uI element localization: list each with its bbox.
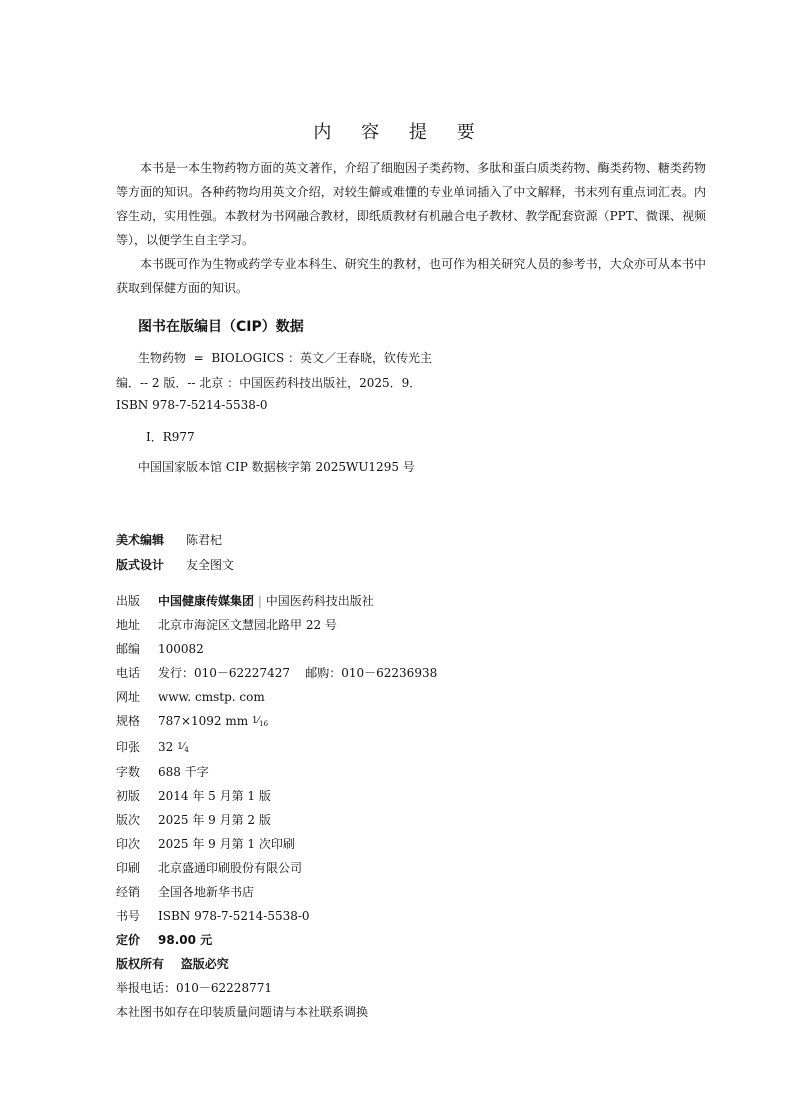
credit-value: 陈君杞 [186,533,223,547]
info-label: 邮编 [116,642,141,656]
info-value: 发行：010－62227427 邮购：010－62236938 [158,666,438,680]
info-row-edition [116,811,271,828]
info-label: 书号 [116,909,141,923]
info-value: www. cmstp. com [158,690,265,704]
info-row-spec [116,712,268,729]
info-row-address [116,616,337,633]
fraction-numerator: 1 [251,716,258,726]
info-label: 印张 [116,740,141,754]
info-label: 字数 [116,765,141,779]
fraction-denominator: 16 [259,719,269,728]
info-row-postcode [116,640,204,657]
report-phone: 举报电话：010－62228771 [116,981,272,995]
quality-notice: 本社图书如存在印装质量问题请与本社联系调换 [116,1005,369,1019]
summary-paragraph: 本书是一本生物药物方面的英文著作，介绍了细胞因子类药物、多肽和蛋白质类药物、酶类药物、糖类药物等方面的知识。各种药物均用英文介绍，对较生僻或难懂的专业单词插入了中文解释，书末列有重点词汇表。内容生动，实用性强。本教材为书网融合教材，即纸质教材有机融合电子教材、教学配套资源（PPT、微课、视频等），以便学生自主学习。 [116,161,706,247]
info-label: 出版 [116,594,141,608]
info-value: 688 千字 [158,765,209,779]
info-row-price [116,931,212,948]
credit-row [116,531,222,548]
info-value: 787×1092 mm [158,714,249,728]
rights-notice: 版权所有 盗版必究 [116,957,229,971]
info-value: 2025 年 9 月第 1 次印刷 [158,837,295,851]
info-row-printer [116,859,302,876]
summary-paragraph: 本书既可作为生物或药学专业本科生、研究生的教材，也可作为相关研究人员的参考书，大众亦可从本书中获取到保健方面的知识。 [116,257,706,295]
info-value: 2014 年 5 月第 1 版 [158,789,271,803]
credit-value: 友全图文 [186,558,235,572]
cip-line: 编．-- 2 版．-- 北京 ：中国医药科技出版社，2025．9． [116,376,422,390]
cip-line: 中国国家版本馆 CIP 数据核字第 2025WU1295 号 [138,460,415,474]
info-label: 经销 [116,885,141,899]
info-label: 印次 [116,837,141,851]
fraction-denominator: 4 [184,745,189,754]
info-value: 北京盛通印刷股份有限公司 [158,861,303,875]
info-row-isbn [116,907,310,924]
fraction: $1⁄_4$ [177,742,189,754]
info-label: 印刷 [116,861,141,875]
credit-label: 美术编辑 [116,533,165,547]
info-value: 2025 年 9 月第 2 版 [158,813,271,827]
info-label: 电话 [116,666,141,680]
credit-label: 版式设计 [116,558,165,572]
cip-line: ISBN 978-7-5214-5538-0 [116,398,268,412]
info-label: 初版 [116,789,141,803]
fraction: $1⁄_{16}$ [251,716,269,728]
info-row-first-edition [116,787,271,804]
info-value: 32 [158,740,174,754]
info-value: 100082 [158,642,204,656]
info-value: 北京市海淀区文慧园北路甲 22 号 [158,618,337,632]
info-value: 全国各地新华书店 [158,885,255,899]
info-label: 规格 [116,714,141,728]
info-row-words [116,763,209,780]
publisher-group: 中国健康传媒集团 [158,594,255,608]
info-label: 定价 [116,933,141,947]
info-row-printing [116,835,295,852]
credit-row [116,556,234,573]
separator: | [257,594,262,608]
cip-line: 生物药物 = BIOLOGICS ：英文／王春晓，钦传光主 [138,351,433,365]
info-value: 98.00 元 [158,933,213,947]
summary-body [116,156,706,300]
fraction-numerator: 1 [177,742,183,752]
info-label: 网址 [116,690,141,704]
summary-title: 内 容 提 要 [313,122,487,143]
info-row-website [116,688,265,705]
cip-line: Ⅰ．R977 [146,430,195,444]
cip-heading: 图书在版编目（CIP）数据 [138,319,304,335]
info-label: 地址 [116,618,141,632]
info-value: ISBN 978-7-5214-5538-0 [158,909,310,923]
info-row-distributor [116,883,254,900]
publisher-name: 中国医药科技出版社 [265,594,374,608]
info-row-sheets [116,738,189,755]
info-row-phone [116,664,437,681]
info-row-publisher [116,592,374,609]
info-label: 版次 [116,813,141,827]
